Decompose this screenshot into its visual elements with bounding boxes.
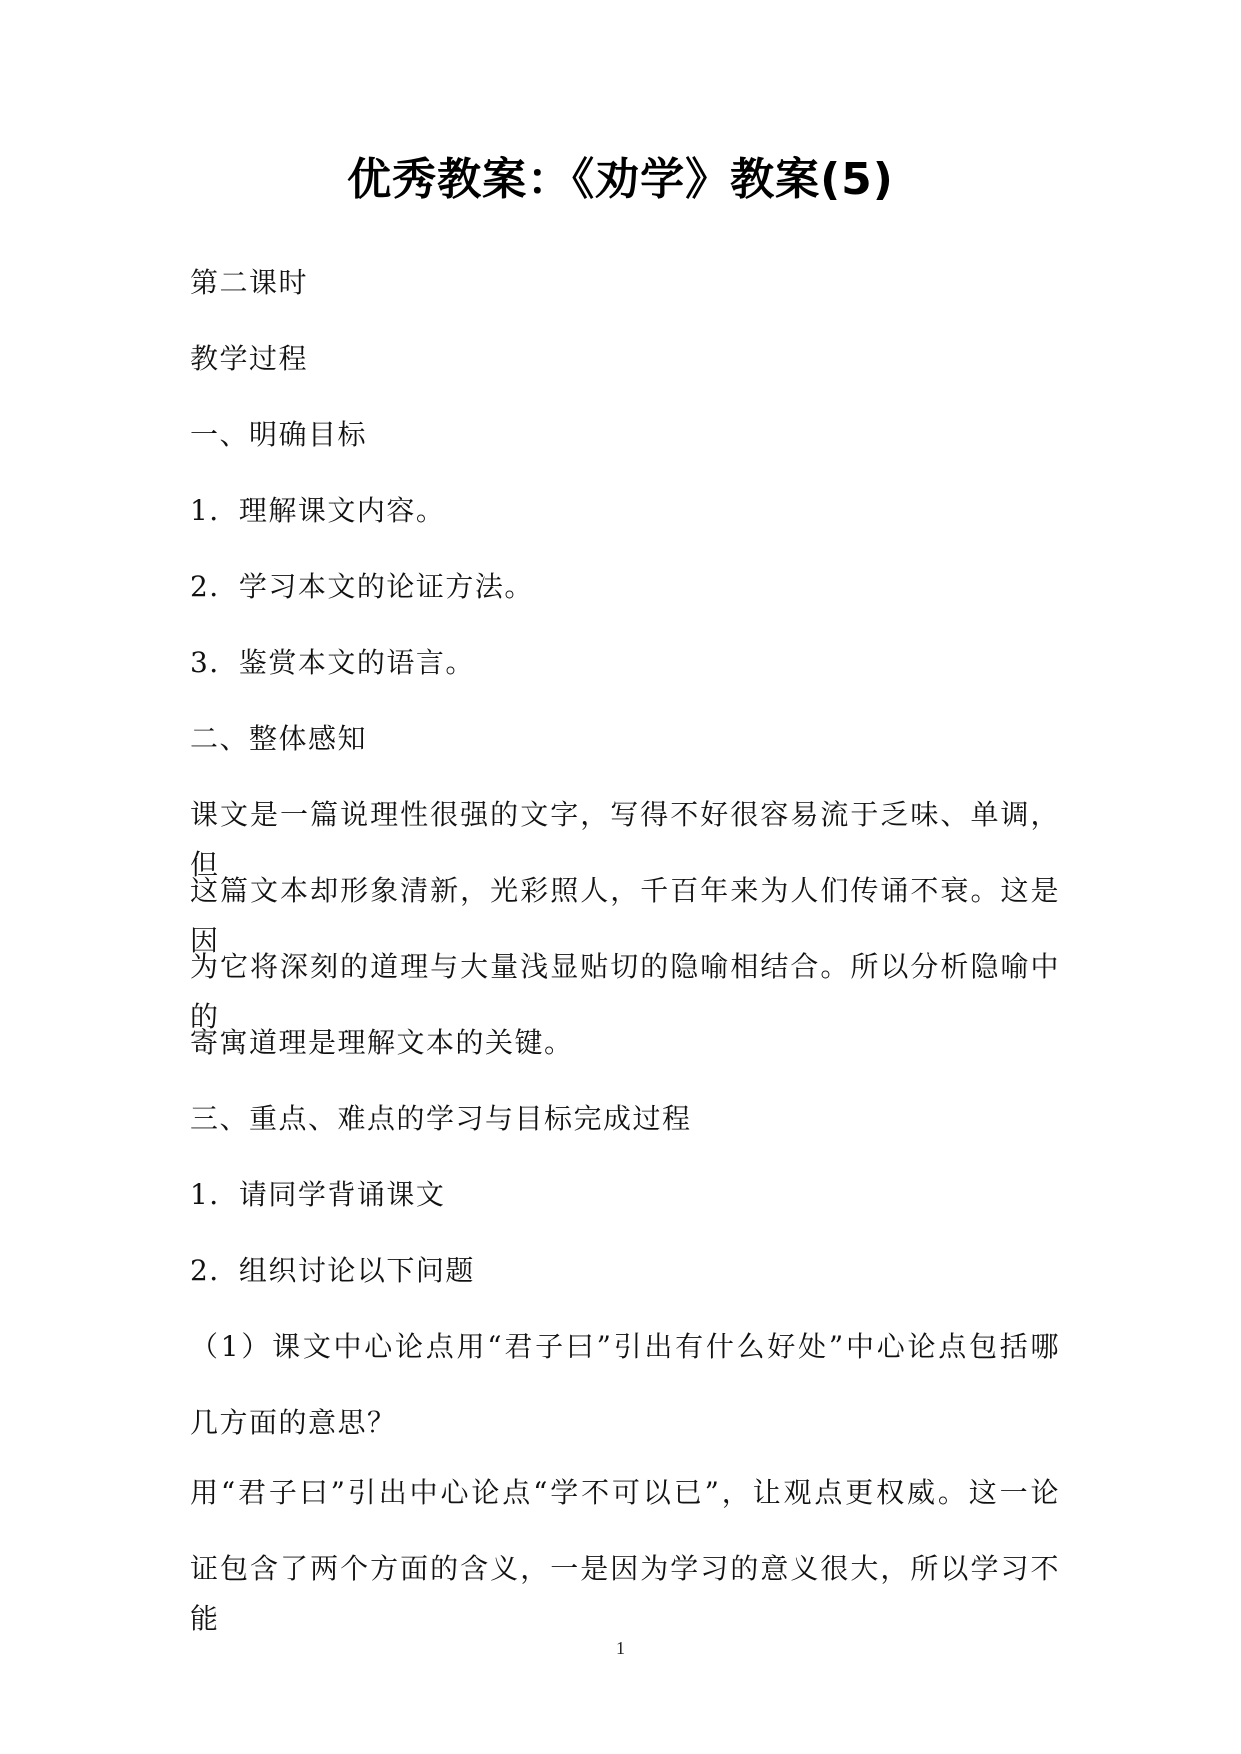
question-line: 几方面的意思？ [190,1406,397,1439]
document-title: 优秀教案：《劝学》教案(5) [347,154,894,205]
goal-item-2: 2．学习本文的论证方法。 [190,570,534,603]
task-item-2: 2．组织讨论以下问题 [190,1254,475,1287]
task-item-1: 1．请同学背诵课文 [190,1178,446,1211]
question-line: （1）课文中心论点用“君子曰”引出有什么好处”中心论点包括哪 [190,1330,1060,1363]
paragraph-line: 寄寓道理是理解文本的关键。 [190,1026,574,1059]
section-heading-key-points: 三、重点、难点的学习与目标完成过程 [190,1102,692,1135]
section-heading-overview: 二、整体感知 [190,722,368,755]
answer-line: 用“君子曰”引出中心论点“学不可以已”，让观点更权威。这一论 [190,1476,1060,1509]
section-heading-process: 教学过程 [190,342,309,375]
paragraph-line: 这篇文本却形象清新，光彩照人，千百年来为人们传诵不衰。这是因 [190,874,1060,957]
document-body [190,258,1060,1635]
page-number: 1 [616,1638,625,1658]
section-heading-goals: 一、明确目标 [190,418,368,451]
paragraph-line: 课文是一篇说理性很强的文字，写得不好很容易流于乏味、单调，但 [190,798,1060,881]
paragraph-line: 为它将深刻的道理与大量浅显贴切的隐喻相结合。所以分析隐喻中的 [190,950,1060,1033]
section-heading-lesson: 第二课时 [190,266,309,299]
answer-line: 证包含了两个方面的含义，一是因为学习的意义很大，所以学习不能 [190,1552,1060,1635]
goal-item-3: 3．鉴赏本文的语言。 [190,646,475,679]
goal-item-1: 1．理解课文内容。 [190,494,446,527]
